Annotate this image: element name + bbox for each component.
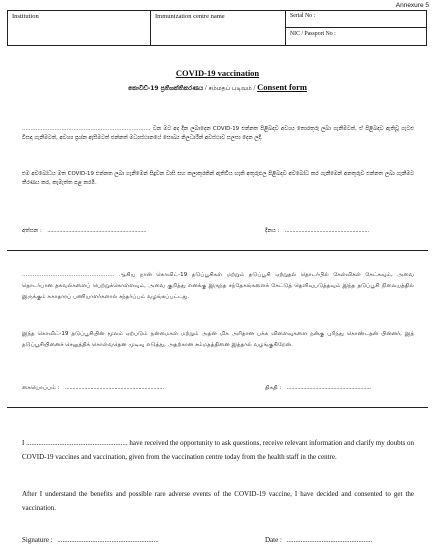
tamil-date-dots: ........................................................ xyxy=(286,385,371,391)
nic-label: NIC / Passport No : xyxy=(290,31,336,37)
english-name-dots: I .......................................................... xyxy=(22,439,128,447)
sinhala-date-dots: ........................................................ xyxy=(284,228,369,234)
serial-box xyxy=(285,10,427,28)
tamil-date-row xyxy=(265,385,425,392)
immunization-centre-box xyxy=(150,10,286,46)
tamil-paragraph-2: இந்த கொவிட்-19 தடுப்பூசியின் மூலம் ஏற்படும் நன்மைகள் மற்றும் அதன் மிக அரிதான பக்க விளைவுகளை நன்கு புரிந்து கொண்டதன் பின்னர், இத் தடுப்பூசியினைச் செலுத்திக் கொள்வதென முடிவு எடுத்து, அதற்கான சம்மதத்தினை இத்தால் வழங்குகிறேன். xyxy=(22,331,414,348)
tamil-para1-text: ஆகிய நான் கொவிட்-19 தடுப்பூசிகள் மற்றும் தடுப்பூசி ஏற்றுதல் தொடர்பில் கேள்விகள் கேட்கவும், அவை தொடர்பான தகவல்களைப் பெற்றுக்கொள்ளவும், அவை குறித்து எனக்கு இருந்த சந்தேகங்களைக் கேட்டுத் தெளிவுபடுத்தவும் இந்த தடுப்பூசி நிலையத்தில் இருக்கும் சுகாதாரப் பணியாளர்களால் சந்தர்ப்பம் வழங்கப்பட்டது. xyxy=(22,272,414,300)
sinhala-signature-label: අත්සන : xyxy=(22,228,42,234)
tamil-signature-dots: .................................................................. xyxy=(64,385,164,391)
sinhala-date-label: දිනය : xyxy=(265,228,280,234)
nic-passport-box xyxy=(285,27,427,46)
sinhala-name-dots: ........................................................................... xyxy=(22,126,151,132)
tamil-paragraph-1 xyxy=(22,270,414,303)
consent-title-english: Consent form xyxy=(257,82,307,92)
sinhala-para1-text: වන මට අද දින ලබාදෙන COVID-19 එන්නත පිළිබඳව අවශ්‍ය තොරතුරු ලබා ගැනීමටත්, ඒ පිළිබඳව ඇතිවූ ගැටළු විසඳා ගැනීමටත්, අවශ්‍ය ප්‍රශ්න ඇසීමටත් එන්නත් මධ්‍යස්ථානයේ සෞඛ්‍ය නිලධාරීන් අවස්ථාව සලසා දෙන ලදී. xyxy=(22,126,414,141)
english-paragraph-1 xyxy=(22,437,414,464)
english-signature-dots: .......................................................... xyxy=(57,536,159,544)
institution-box xyxy=(7,10,151,46)
annexure-label: Annexure 5 xyxy=(395,2,429,9)
tamil-date-label: திகதி : xyxy=(265,385,282,391)
divider-2 xyxy=(7,407,428,408)
consent-title-line xyxy=(0,82,435,93)
consent-title-sinhala: කොවිඩ්-19 ප්‍රතිශක්තිකරණය xyxy=(128,85,204,92)
centre-label: Immunization centre name xyxy=(155,13,225,20)
tamil-signature-row xyxy=(22,385,272,392)
serial-label: Serial No : xyxy=(290,13,316,19)
sinhala-signature-dots: .................................................................. xyxy=(47,228,147,234)
sinhala-date-row xyxy=(265,228,425,235)
sinhala-paragraph-1 xyxy=(22,125,414,143)
sinhala-paragraph-2: එම අවබෝධය මත COVID-19 එන්නත ලබා ගැනීමෙන් සිදුවන වාසි සහ කලාතුරකින් ඇතිවිය හැකි අතුරුඵල පිළිබඳව අවබෝධ කර ගැනීමෙන් අනතුරුව එන්නත ලබා ගැනීමට තීරණය කර, කැමැත්ත පළ කරමි. xyxy=(22,171,414,186)
title-separator: / xyxy=(204,84,209,92)
document-title: COVID-19 vaccination xyxy=(175,68,260,78)
english-date-row xyxy=(265,536,425,544)
consent-title-tamil: சம்மதப் படிவம் xyxy=(208,85,252,92)
english-signature-label: Signature : xyxy=(22,536,53,544)
institution-label: Institution xyxy=(12,13,39,20)
english-date-label: Date : xyxy=(265,536,282,544)
title-separator-2: / xyxy=(253,84,258,92)
divider-1 xyxy=(7,250,428,251)
tamil-signature-label: கையொப்பம் : xyxy=(22,385,60,391)
english-date-dots: ................................................. xyxy=(286,536,373,544)
tamil-name-dots: .................................................... xyxy=(22,272,115,278)
english-para1-text: have received the opportunity to ask questions, receive relevant information and clarify my doubts on COVID-19 vaccines and vaccination, given from the vaccination centre today from the health staff in the centre. xyxy=(22,439,415,461)
english-signature-row xyxy=(22,536,262,544)
english-paragraph-2: After I understand the benefits and possible rare adverse events of the COVID-19 vaccine, I have decided and consented to get the vaccination. xyxy=(22,490,414,512)
